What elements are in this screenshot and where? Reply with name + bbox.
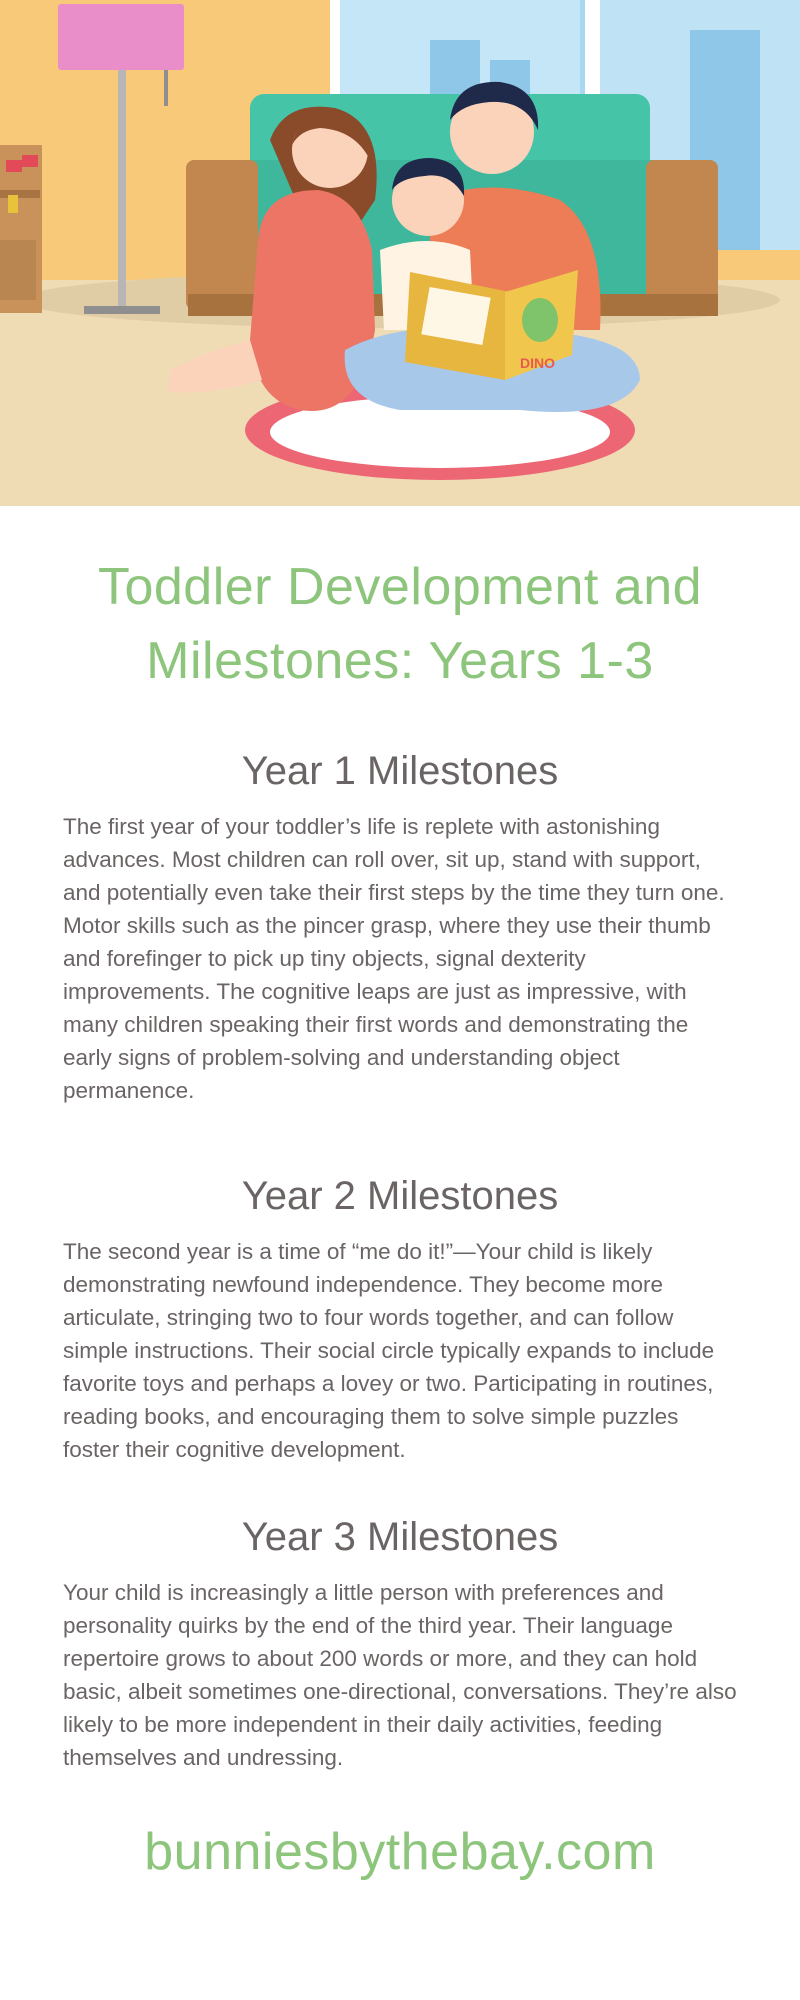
site-url[interactable]: bunniesbythebay.com [144,1823,656,1881]
section-heading: Year 3 Milestones [241,1515,559,1559]
section-year-2 [63,1107,737,1466]
hero-illustration [0,0,800,506]
section-body: The second year is a time of “me do it!”—Your child is likely demonstrating newfound independence. They become more articulate, stringing two to four words together, and can follow simple instructions. Their social circle typically expands to include favorite toys and perhaps a lovey or two. Participating in routines, reading books, and encouraging them to solve simple puzzles foster their cognitive development. [63,1239,715,1462]
section-heading: Year 1 Milestones [241,749,559,793]
section-body: Your child is increasingly a little person with preferences and personality quirks by the end of the third year. Their language repertoire grows to about 200 words or more, and they can hold basic, albeit sometimes one-directional, conversations. They’re also likely to be more independent in their daily activities, feeding themselves and undressing. [63,1580,737,1770]
section-year-1 [63,698,737,1107]
page-title: Toddler Development and Milestones: Years 1-3 [97,558,703,690]
family-reading-illustration [0,0,800,506]
section-heading: Year 2 Milestones [241,1174,559,1218]
article [0,550,800,1882]
section-year-3 [63,1466,737,1774]
book-cover-text: DINO [520,355,555,371]
section-body: The first year of your toddler’s life is replete with astonishing advances. Most children can roll over, sit up, stand with support, and potentially even take their first steps by the time they turn one. Motor skills such as the pincer grasp, where they use their thumb and forefinger to pick up tiny objects, signal dexterity improvements. The cognitive leaps are just as impressive, with many children speaking their first words and demonstrating the early signs of problem-solving and understanding object permanence. [63,814,725,1103]
